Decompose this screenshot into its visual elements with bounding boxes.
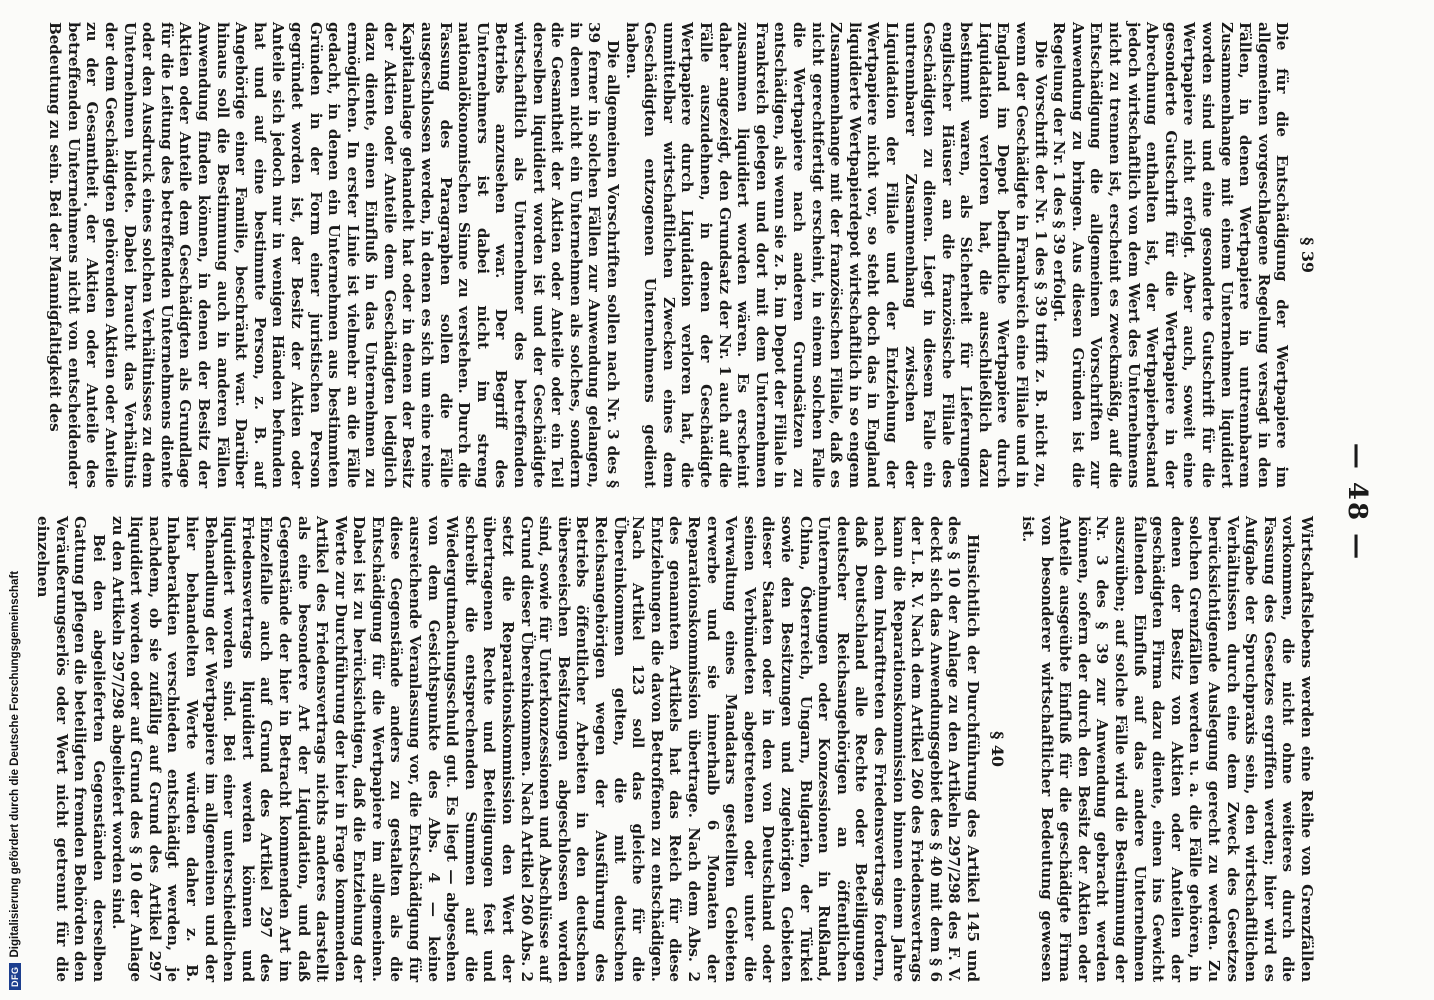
left-column bbox=[46, 22, 1317, 488]
paragraph: Die Vorschrift der Nr. 1 des § 39 trifft z. B. nicht zu, wenn der Geschädigte in Frankreich eine Filiale und in England im Depot befindliche Wertpapiere durch Liquidation verloren hat, die ausschließlich dazu bestimmt waren, als Sicherheit für Lieferungen englischer Häuser an die französische Filiale des Geschädigten zu dienen. Liegt in diesem Falle ein untrennbarer Zusammenhang zwischen der Liquidation der Filiale und der Entziehung der Wertpapiere nicht vor, so steht doch das in England liquidierte Wertpapierdepot wirtschaftlich in so engem Zusammenhange mit der französischen Filiale, daß es nicht gerechtfertigt erscheint, in einem solchen Falle die Wertpapiere nach anderen Grundsätzen zu entschädigen, als wenn sie z. B. im Depot der Filiale in Frankreich gelegen und dort mit dem Unternehmen zusammen liquidiert worden wären. Es erscheint daher angezeigt, den Grundsatz der Nr. 1 auch auf die Fälle auszudehnen, in denen der Geschädigte Wertpapiere durch Liquidation verloren hat, die unmittelbar wirtschaftlichen Zwecken eines dem Geschädigten entzogenen Unternehmens gedient haben. bbox=[622, 22, 1050, 488]
section-title-39: § 39 bbox=[1298, 237, 1317, 273]
dfg-logo: DFG bbox=[9, 964, 21, 991]
funding-note bbox=[4, 0, 26, 990]
funding-note-text: Digitalisierung gefördert durch die Deutsche Forschungsgemeinschaft bbox=[9, 570, 21, 958]
paragraph: Die allgemeinen Vorschriften sollen nach Nr. 3 des § 39 ferner in solchen Fällen zur Anwendung gelangen, in denen nicht ein Unternehmen als solches, sondern die Gesamtheit der Aktien oder Anteile oder ein Teil derselben liquidiert worden ist und der Geschädigte wirtschaftlich als Unternehmer des betreffenden Betriebs anzusehen war. Der Begriff des Unternehmers ist dabei nicht im streng nationalökonomischen Sinne zu verstehen. Durch die Fassung des Paragraphen sollen die Fälle ausgeschlossen werden, in denen es sich um eine reine Kapitalanlage gehandelt hat oder in denen der Besitz der Aktien oder Anteile dem Geschädigten lediglich dazu diente, einen Einfluß in das Unternehmen zu ermöglichen. In erster Linie ist vielmehr an die Fälle gedacht, in denen ein Unternehmen aus bestimmten Gründen in der Form einer juristischen Person gegründet worden ist, der Besitz der Aktien oder Anteile sich jedoch nur in wenigen Händen befunden hat und auf eine bestimmte Person, z. B. auf Angehörige einer Familie, beschränkt war. Darüber hinaus soll die Bestimmung auch in anderen Fällen Anwendung finden können, in denen der Besitz der Aktien oder Anteile dem Geschädigten als Grundlage für die Leitung des betreffenden Unternehmens diente oder den Ausdruck eines solchen Verhältnisses zu dem Unternehmen bildete. Dabei braucht das Verhältnis der dem Geschädigten gehörenden Aktien oder Anteile zu der Gesamtheit der Aktien oder Anteile des betreffenden Unternehmens nicht von entscheidender Bedeutung zu sein. Bei der Mannigfaltigkeit des bbox=[46, 22, 623, 488]
paragraph: Bei den abgelieferten Gegenständen derselben Gattung pflegen die beteiligten fremden Behörden den Veräußerungserlös oder Wert nicht getrennt für die einzelnen bbox=[34, 516, 108, 982]
paragraph: Wirtschaftslebens werden eine Reihe von Grenzfällen vorkommen, die nicht ohne weiteres durch die Fassung des Gesetzes ergriffen werden; hier wird es Aufgabe der Spruchpraxis sein, den wirtschaftlichen Verhältnissen durch eine dem Zweck des Gesetzes berücksichtigende Auslegung gerecht zu werden. Zu solchen Grenzfällen werden u. a. die Fälle gehören, in denen der Besitz von Aktien oder Anteilen der geschädigten Firma dazu diente, einen ins Gewicht fallenden Einfluß auf das andere Unternehmen auszuüben; auf solche Fälle wird die Bestimmung der Nr. 3 des § 39 zur Anwendung gebracht werden können, sofern der durch den Besitz der Aktien oder Anteile ausgeübte Einfluß für die geschädigte Firma von besonderer wirtschaftlicher Bedeutung gewesen ist. bbox=[1019, 516, 1316, 982]
paragraph: Die für die Entschädigung der Wertpapiere im allgemeinen vorgeschlagene Regelung versagt in den Fällen, in denen Wertpapiere in untrennbarem Zusammenhange mit einem Unternehmen liquidiert worden sind und eine gesonderte Gutschrift für die Wertpapiere nicht erfolgt. Aber auch, soweit eine gesonderte Gutschrift für die Wertpapiere in der Abrechnung enthalten ist, der Wertpapierbestand jedoch wirtschaftlich von dem Wert des Unternehmens nicht zu trennen ist, erscheint es zweckmäßig, auf die Entschädigung die allgemeinen Vorschriften zur Anwendung zu bringen. Aus diesen Gründen ist die Regelung der Nr. 1 des § 39 erfolgt. bbox=[1050, 22, 1292, 488]
section-title-40: § 40 bbox=[988, 731, 1008, 767]
paragraph: Hinsichtlich der Durchführung des Artikel 145 und des § 10 der Anlage zu den Artikeln 297/298 des F. V. deckt sich das Anwendungsgebiet des § 40 mit dem § 6 der L. R. V. Nach dem Artikel 260 des Friedensvertrags kann die Reparationskommission binnen einem Jahre nach dem Inkrafttreten des Friedensvertrags fordern, daß Deutschland alle Rechte oder Beteiligungen deutscher Reichsangehörigen an öffentlichen Unternehmungen oder Konzessionen in Rußland, China, Österreich, Ungarn, Bulgarien, der Türkei sowie den Besitzungen und zugehörigen Gebieten dieser Staaten oder in den von Deutschland oder seinen Verbündeten abgetretenen oder unter die Verwaltung eines Mandatars gestellten Gebieten erwerbe und sie innerhalb 6 Monaten der Reparationskommission übertrage. Nach dem Abs. 2 des genannten Artikels hat das Reich für diese Entziehungen die davon Betroffenen zu entschädigen. Nach Artikel 123 soll das gleiche für die Übereinkommen gelten, die mit deutschen Reichsangehörigen wegen der Ausführung des Betriebs öffentlicher Arbeiten in den deutschen überseeischen Besitzungen abgeschlossen worden sind, sowie für Unterkonzessionen und Abschlüsse auf Grund dieser Übereinkommen. Nach Artikel 260 Abs. 2 setzt die Reparationskommission den Wert der übertragenen Rechte und Beteiligungen fest und schreibt die entsprechenden Summen auf die Wiedergutmachungsschuld gut. Es liegt — abgesehen von dem Gesichtspunkte des Abs. 4 — keine ausreichende Veranlassung vor, die Entschädigung für diese Gegenstände anders zu gestalten als die Entschädigung für die Wertpapiere im allgemeinen. Dabei ist zu berücksichtigen, daß die Entziehung der Werte zur Durchführung der hier in Frage kommenden Artikel des Friedensvertrags nichts anderes darstellt als eine besondere Art der Liquidation, und daß Gegenstände der hier in Betracht kommenden Art im Einzelfalle auch auf Grund des Artikel 297 des Friedensvertrags liquidiert werden können und liquidiert worden sind. Bei einer unterschiedlichen Behandlung der Wertpapiere im allgemeinen und der hier behandelten Werte würden daher z. B. Inhaberaktien verschieden entschädigt werden, je nachdem, ob sie zufällig auf Grund des Artikel 297 liquidiert worden oder auf Grund des § 10 der Anlage zu den Artikeln 297/298 abgeliefert worden sind. bbox=[108, 516, 982, 982]
rotated-page-content bbox=[34, 22, 1372, 982]
page-number: — 48 — bbox=[1342, 442, 1372, 562]
right-column bbox=[34, 516, 1316, 982]
